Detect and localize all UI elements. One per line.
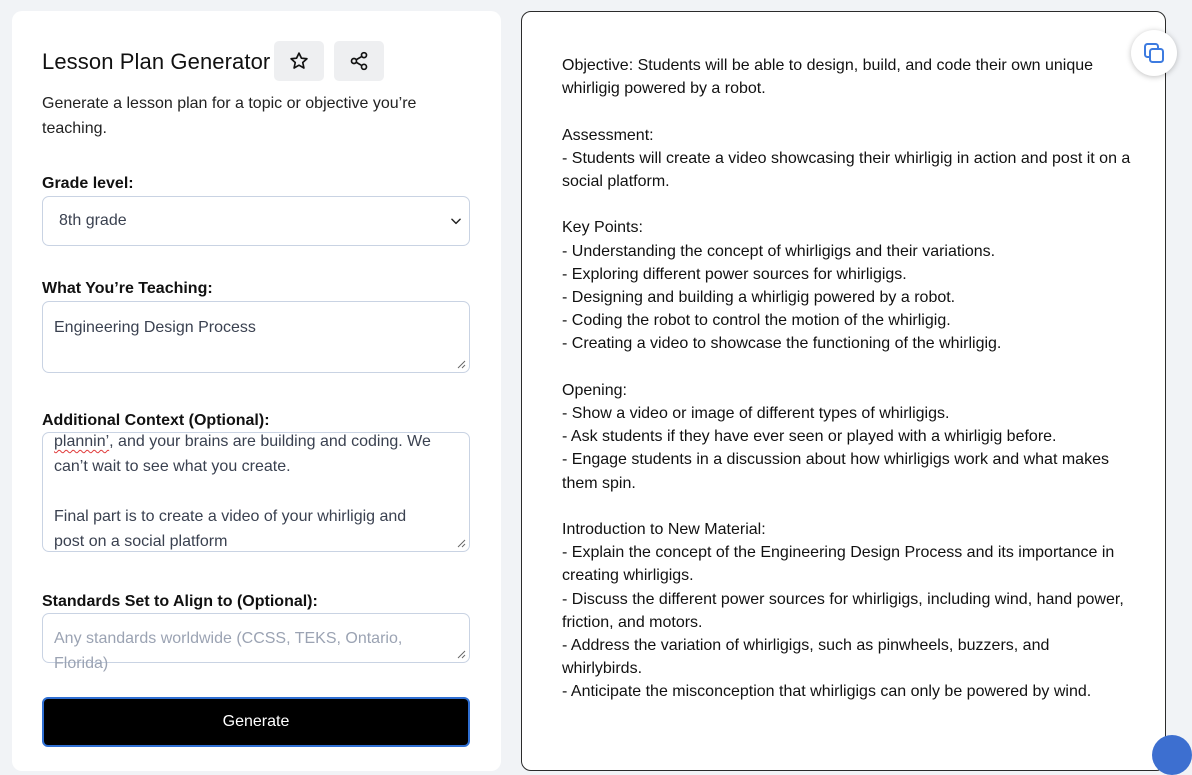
favorite-button[interactable] <box>274 41 324 81</box>
standards-label: Standards Set to Align to (Optional): <box>42 593 318 610</box>
context-text: , and your brains are building and coding. We <box>109 433 431 450</box>
context-textarea[interactable] <box>42 432 470 552</box>
copy-icon <box>1142 41 1166 65</box>
context-blank-line <box>54 479 458 504</box>
standards-placeholder: Any standards worldwide (CCSS, TEKS, Ontario, Florida) <box>54 630 403 672</box>
help-bubble[interactable] <box>1152 735 1192 775</box>
page-subtitle: Generate a lesson plan for a topic or objective you’re teaching. <box>42 95 417 137</box>
misspelled-word: plannin’ <box>54 433 110 450</box>
grade-level-value: 8th grade <box>59 212 127 229</box>
teaching-value: Engineering Design Process <box>54 319 256 336</box>
page-title: Lesson Plan Generator <box>42 49 271 74</box>
context-line: post on a social platform <box>54 533 228 550</box>
copy-button[interactable] <box>1131 30 1177 76</box>
lesson-plan-output: Objective: Students will be able to design, build, and code their own unique whirligig powered by a robot. Assessment: - Students will create a video showcasing their whirligig in action and post it on a social platform. Key Points: - Understanding the concept of whirligigs and their variations. - Exploring different power sources for whirligigs. - Designing and building a whirligig powered by a robot. - Coding the robot to control the motion of the whirligig. - Creating a video to showcase the functioning of the whirligig. Opening: - Show a video or image of different types of whirligigs. - Ask students if they have ever seen or played with a whirligig before. - Engage students in a discussion about how whirligigs work and what makes them spin. Introduction to New Material: - Explain the concept of the Engineering Design Process and its importance in creating whirligigs. - Discuss the different power sources for whirligigs, including wind, hand power, friction, and motors. - Address the variation of whirligigs, such as pinwheels, buzzers, and whirlybirds. - Anticipate the misconception that whirligigs can only be powered by wind. <box>562 57 1131 701</box>
context-line <box>54 429 458 454</box>
standards-textarea[interactable] <box>42 613 470 672</box>
star-icon <box>289 51 309 71</box>
chevron-down-icon <box>449 214 463 228</box>
context-line: can’t wait to see what you create. <box>54 458 291 475</box>
grade-level-select[interactable] <box>42 196 470 246</box>
grade-level-label: Grade level: <box>42 175 134 192</box>
context-line: Final part is to create a video of your whirligig and <box>54 508 407 525</box>
context-label: Additional Context (Optional): <box>42 412 270 429</box>
lesson-form-panel <box>12 11 501 771</box>
share-button[interactable] <box>334 41 384 81</box>
resize-handle-icon[interactable] <box>456 649 466 659</box>
lesson-output-panel <box>521 11 1166 771</box>
teaching-textarea[interactable] <box>42 301 470 373</box>
share-icon <box>349 51 369 71</box>
generate-button[interactable]: Generate <box>42 697 470 747</box>
teaching-label: What You’re Teaching: <box>42 280 213 297</box>
resize-handle-icon[interactable] <box>456 538 466 548</box>
resize-handle-icon[interactable] <box>456 359 466 369</box>
